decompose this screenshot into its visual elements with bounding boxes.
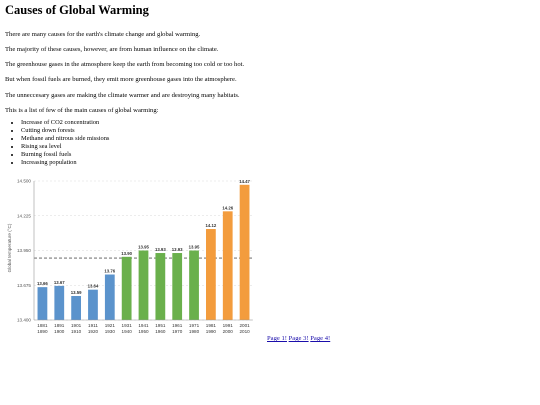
bar bbox=[54, 286, 64, 320]
page-title: Causes of Global Warming bbox=[5, 3, 149, 17]
list-item: • Increase of CO2 concentration bbox=[21, 119, 109, 127]
bar bbox=[223, 211, 233, 320]
x-tick-label: 2010 bbox=[239, 329, 250, 334]
x-tick-label: 1950 bbox=[138, 329, 149, 334]
bar bbox=[88, 290, 98, 320]
paragraph-4: But when fossil fuels are burned, they emit more greenhouse gases into the atmosphere. bbox=[5, 76, 237, 83]
bar-value-label: 13.59 bbox=[70, 289, 82, 295]
paragraph-5: The unneccesary gases are making the climate warmer and are destroying many habitats. bbox=[5, 92, 240, 99]
bar-value-label: 14.12 bbox=[205, 223, 217, 229]
y-tick-label: 14.225 bbox=[16, 213, 31, 219]
x-tick-label: 1951 bbox=[155, 323, 166, 328]
x-tick-label: 1881 bbox=[37, 323, 48, 328]
bar-value-label: 13.93 bbox=[171, 247, 183, 253]
paragraph-3: The greenhouse gases in the atmosphere keep the earth from becoming too cold or too hot. bbox=[5, 61, 245, 68]
x-tick-label: 1900 bbox=[54, 329, 65, 334]
y-axis-label: Global temperature (°C) bbox=[7, 223, 12, 273]
list-item: • Methane and nitrous side missions bbox=[21, 135, 109, 143]
y-tick-label: 13.675 bbox=[16, 282, 31, 288]
bar-value-label: 13.64 bbox=[87, 283, 99, 289]
list-item: • Cutting down forests bbox=[21, 127, 109, 135]
bar-value-label: 14.26 bbox=[222, 205, 234, 211]
y-tick-label: 13.400 bbox=[16, 317, 31, 323]
x-tick-label: 1930 bbox=[104, 329, 115, 334]
paragraph-1: There are many causes for the earth's climate change and global warming. bbox=[5, 31, 201, 38]
temperature-bar-chart bbox=[3, 176, 261, 334]
bar-value-label: 13.95 bbox=[188, 244, 200, 250]
bar bbox=[105, 275, 115, 320]
bar-value-label: 13.67 bbox=[53, 279, 65, 285]
list-item: • Increasing population bbox=[21, 159, 109, 167]
x-tick-label: 1910 bbox=[70, 329, 82, 334]
list-item: • Burning fossil fuels bbox=[21, 151, 109, 159]
pagination-links bbox=[267, 335, 330, 342]
x-tick-label: 1891 bbox=[54, 323, 65, 328]
bar bbox=[172, 253, 182, 320]
link-page-4[interactable]: Page 4! bbox=[310, 335, 331, 342]
bar bbox=[139, 251, 149, 321]
x-tick-label: 1921 bbox=[104, 323, 115, 328]
y-tick-label: 14.500 bbox=[16, 178, 31, 184]
x-tick-label: 1940 bbox=[121, 329, 132, 334]
bar-value-label: 13.66 bbox=[37, 281, 48, 287]
x-tick-label: 1991 bbox=[222, 323, 233, 328]
x-tick-label: 1990 bbox=[205, 329, 217, 334]
bar bbox=[122, 257, 132, 320]
x-tick-label: 1911 bbox=[88, 323, 98, 328]
bar bbox=[38, 287, 48, 320]
x-tick-label: 1901 bbox=[70, 323, 82, 328]
x-tick-label: 1971 bbox=[188, 323, 200, 328]
x-tick-label: 1941 bbox=[138, 323, 149, 328]
bar-value-label: 14.47 bbox=[239, 178, 250, 184]
bar bbox=[155, 253, 165, 320]
x-tick-label: 2000 bbox=[222, 329, 233, 334]
bar-value-label: 13.90 bbox=[121, 250, 133, 256]
x-tick-label: 1960 bbox=[155, 329, 166, 334]
list-intro: This is a list of few of the main causes of global warming: bbox=[5, 107, 159, 114]
x-tick-label: 2001 bbox=[239, 323, 250, 328]
bar-value-label: 13.95 bbox=[138, 244, 149, 250]
bar-value-label: 13.76 bbox=[104, 268, 116, 274]
x-tick-label: 1981 bbox=[205, 323, 217, 328]
link-page-1[interactable]: Page 1! bbox=[267, 335, 287, 342]
x-tick-label: 1890 bbox=[37, 329, 48, 334]
link-page-3[interactable]: Page 3! bbox=[288, 335, 309, 342]
x-tick-label: 1980 bbox=[188, 329, 200, 334]
list-item: • Rising sea level bbox=[21, 143, 109, 151]
x-tick-label: 1931 bbox=[121, 323, 132, 328]
causes-list bbox=[13, 119, 109, 168]
bar bbox=[71, 296, 81, 320]
bar bbox=[240, 185, 250, 320]
paragraph-2: The majority of these causes, however, are from human influence on the climate. bbox=[5, 46, 219, 53]
x-tick-label: 1970 bbox=[172, 329, 183, 334]
bar bbox=[206, 229, 216, 320]
y-tick-label: 13.950 bbox=[16, 248, 31, 254]
bar-value-label: 13.93 bbox=[154, 247, 166, 253]
bar bbox=[189, 251, 199, 321]
x-tick-label: 1920 bbox=[87, 329, 99, 334]
x-tick-label: 1961 bbox=[172, 323, 183, 328]
